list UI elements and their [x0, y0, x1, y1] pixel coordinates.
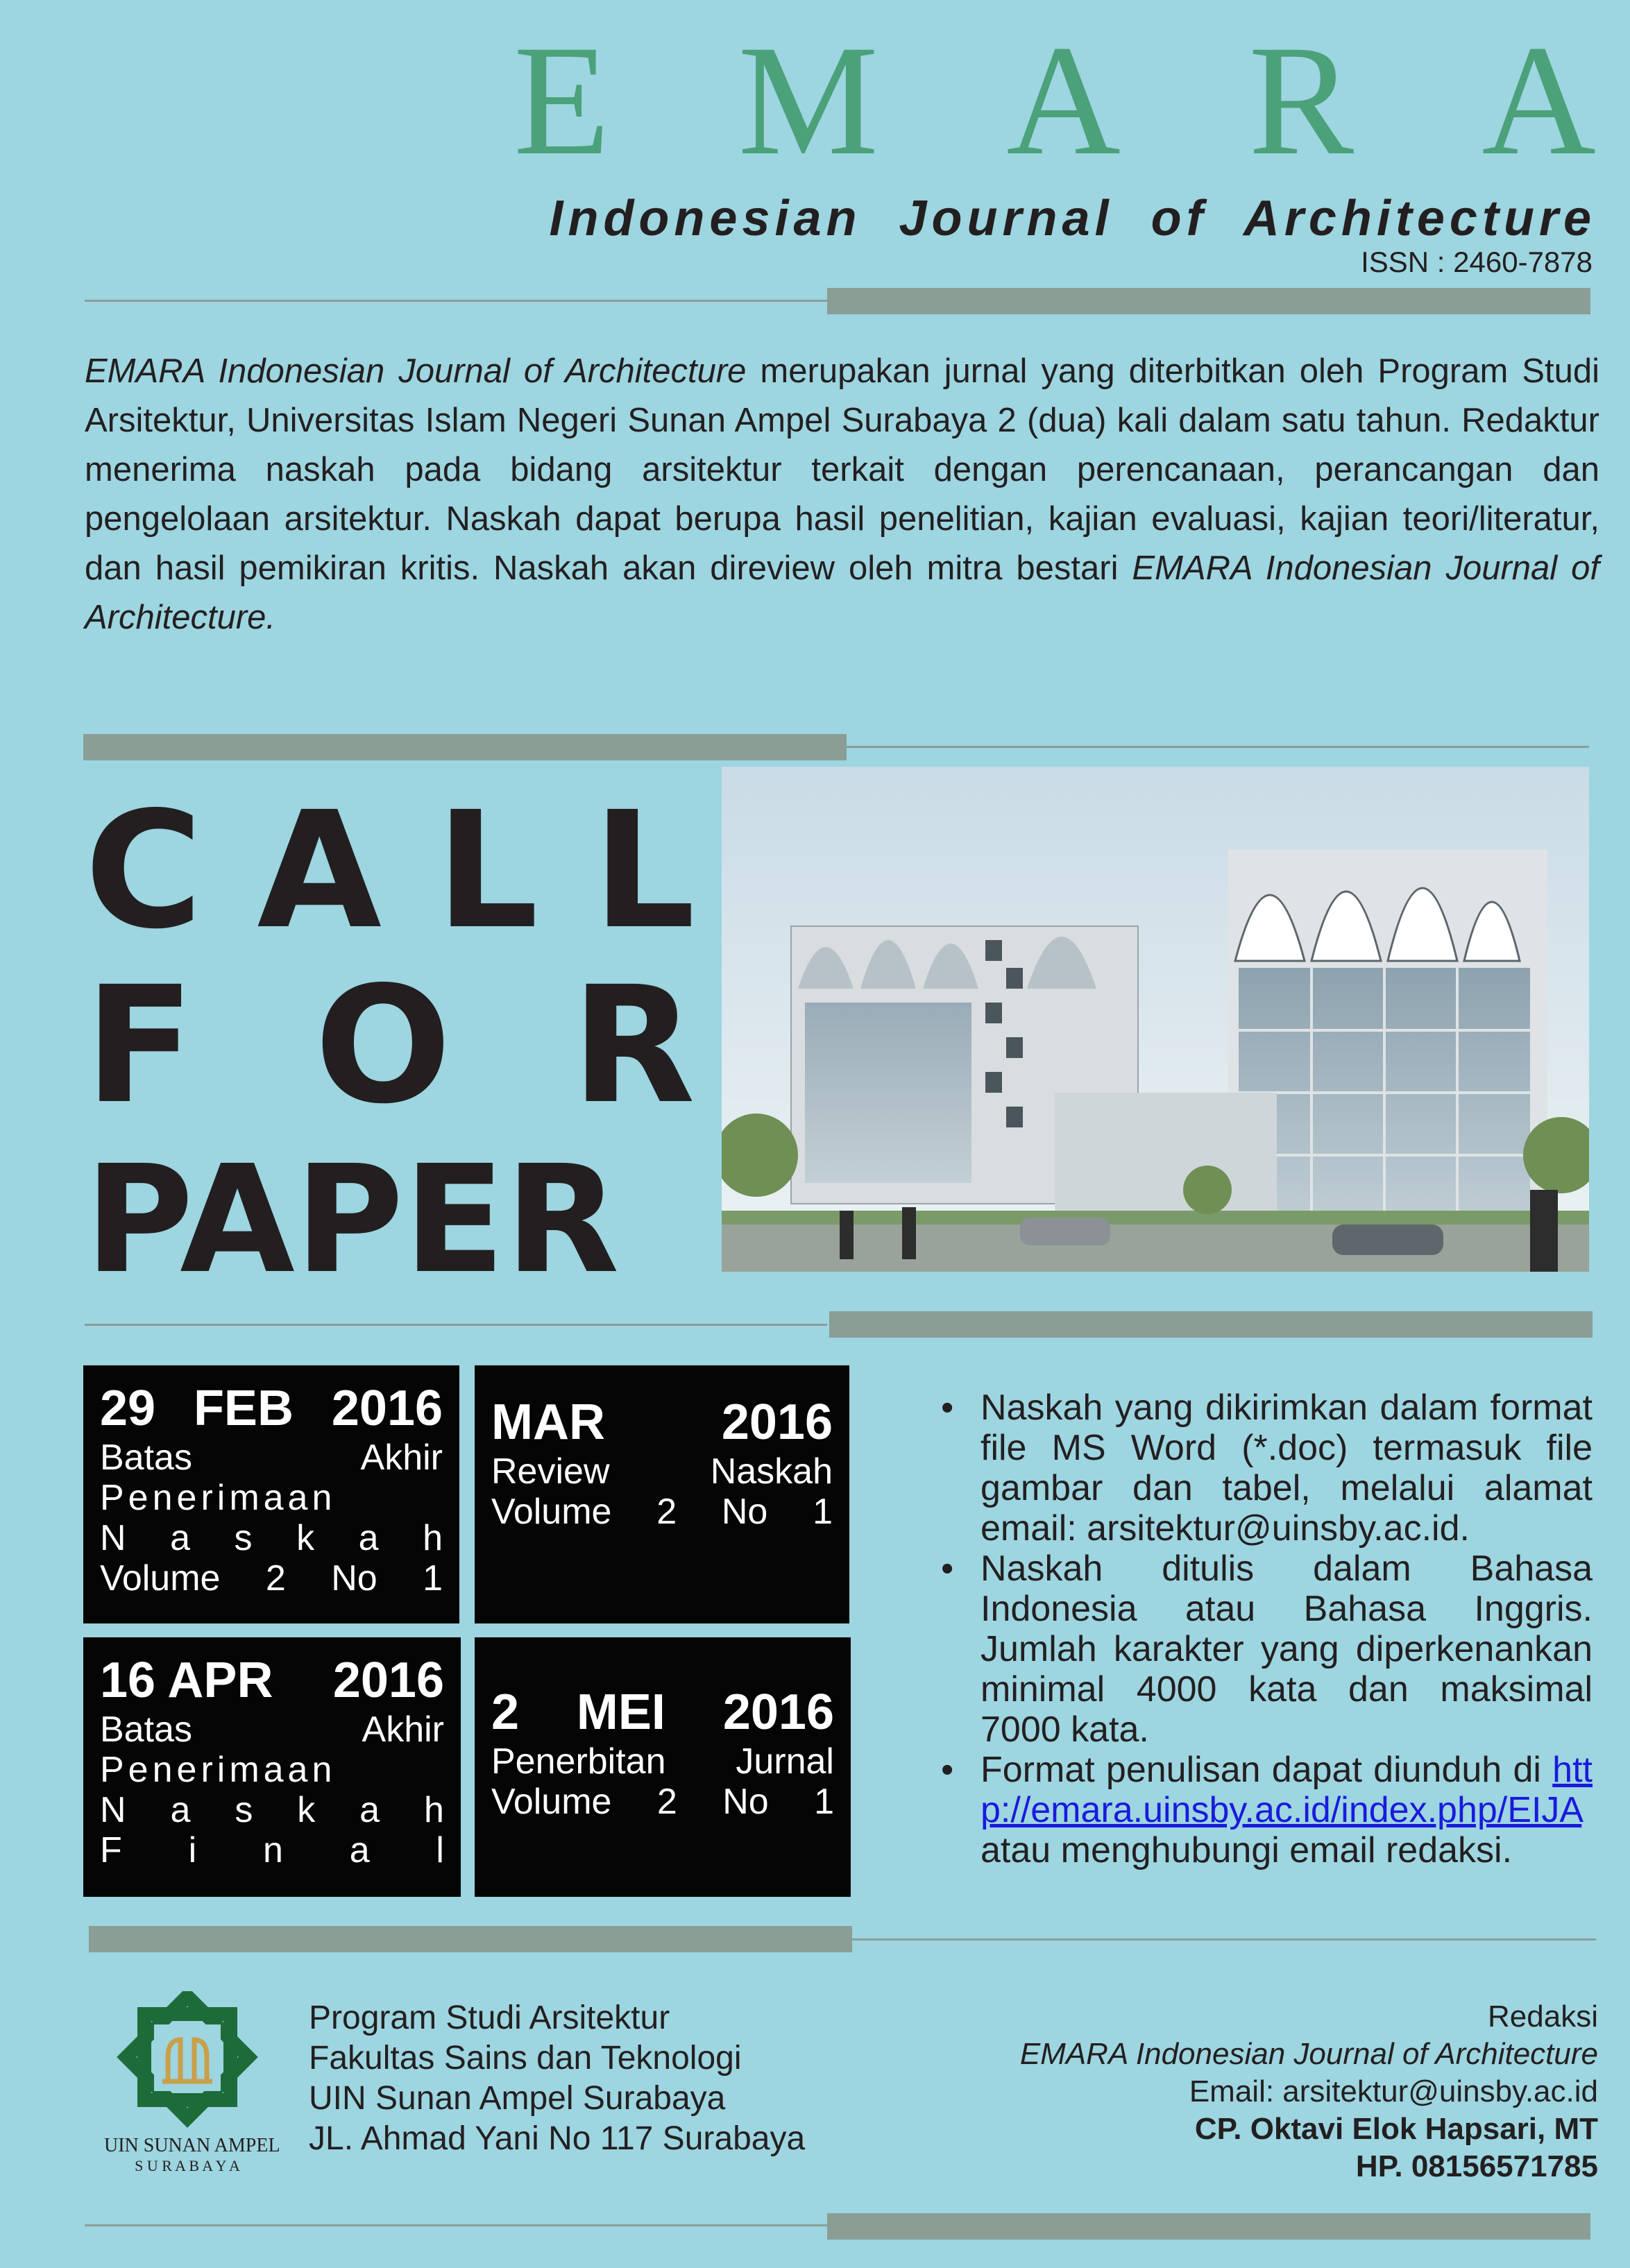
redaksi-phone: HP. 08156571785 [1355, 2149, 1598, 2183]
guideline-text: Format penulisan dapat diunduh di [980, 1750, 1553, 1790]
journal-subtitle: Indonesian Journal of Architecture [549, 191, 1596, 246]
desc-letter: s [235, 1790, 253, 1830]
desc-letter: n [262, 1830, 283, 1870]
divider-bar [89, 1926, 852, 1952]
guideline-item [930, 1750, 1593, 1870]
logo-text-line1: UIN SUNAN AMPEL [104, 2135, 280, 2156]
date-year: 2016 [332, 1653, 444, 1708]
cfp-letter: A [257, 777, 382, 964]
template-link[interactable]: http://emara.uinsby.ac.id/index.php/EIJA [980, 1750, 1593, 1830]
masthead-letter: E [513, 13, 611, 188]
desc-word: 2 [656, 1492, 677, 1532]
masthead-letter: A [1482, 13, 1596, 188]
divider-rule [852, 1938, 1596, 1941]
cfp-letter: C [85, 777, 203, 964]
redaksi-contact-person: CP. Oktavi Elok Hapsari, MT [1194, 2112, 1598, 2146]
desc-word: Volume [491, 1492, 612, 1532]
desc-letter: a [358, 1518, 379, 1558]
cfp-line-paper [85, 1134, 695, 1308]
desc-word: Penerimaan [100, 1478, 337, 1518]
desc-letter: s [234, 1518, 253, 1558]
desc-word: 2 [265, 1558, 286, 1598]
desc-word: 1 [423, 1558, 443, 1598]
timeline-desc [491, 1741, 834, 1822]
desc-word: 1 [814, 1782, 834, 1822]
intro-paragraph [85, 347, 1599, 652]
desc-word: Akhir [360, 1438, 443, 1478]
date-year: 2016 [331, 1381, 443, 1436]
cfp-line-call [85, 777, 695, 964]
desc-word: 2 [656, 1782, 677, 1822]
desc-word: Akhir [362, 1709, 444, 1750]
desc-letter: N [100, 1518, 126, 1558]
divider-bar [83, 734, 847, 760]
journal-name-closing: EMARA Indonesian Journal of Architecture. [85, 549, 1599, 636]
timeline-box-mar [475, 1365, 849, 1623]
desc-word: 1 [813, 1492, 833, 1532]
desc-word: No [721, 1492, 768, 1532]
timeline-date [491, 1683, 834, 1741]
address-line: Fakultas Sains dan Teknologi [309, 2040, 742, 2077]
redaksi-label: Redaksi [1488, 2000, 1598, 2033]
desc-letter: h [423, 1518, 443, 1558]
date-month: FEB [193, 1381, 294, 1436]
address-line: Program Studi Arsitektur [309, 2000, 670, 2036]
divider-bar [829, 1311, 1593, 1338]
uinsa-emblem-icon [104, 1991, 271, 2130]
timeline-box-mei [475, 1637, 851, 1897]
timeline-date [100, 1379, 443, 1438]
date-day: 29 [100, 1381, 156, 1436]
desc-word: No [331, 1558, 377, 1598]
desc-letter: k [297, 1790, 316, 1830]
divider-rule [85, 2224, 827, 2226]
desc-word: Review [491, 1451, 610, 1492]
guideline-item: • Naskah yang dikirimkan dalam format file MS Word (*.doc) termasuk file gambar dan tabel, melalui alamat email: arsitektur@uinsby.ac.id. [930, 1388, 1593, 1549]
cfp-letter: L [593, 777, 695, 964]
timeline-desc [491, 1451, 833, 1532]
guideline-text: atau menghubungi email redaksi. [980, 1830, 1513, 1870]
date-year: 2016 [722, 1685, 834, 1740]
date-year: 2016 [721, 1395, 833, 1450]
desc-letter: k [296, 1518, 315, 1558]
submission-guidelines [930, 1388, 1593, 1870]
timeline-box-apr [83, 1637, 461, 1897]
masthead-title [513, 13, 1596, 188]
desc-letter: N [100, 1790, 126, 1830]
desc-word: Jurnal [736, 1741, 834, 1782]
desc-word: Volume [491, 1782, 612, 1822]
divider-bar [827, 288, 1590, 314]
masthead-letter: A [1006, 13, 1121, 188]
desc-letter: a [170, 1518, 191, 1558]
date-month: MAR [491, 1395, 605, 1450]
address-line: UIN Sunan Ampel Surabaya [309, 2080, 726, 2117]
cfp-letter: R [571, 952, 695, 1139]
call-for-paper-heading [85, 777, 695, 1308]
redaksi-journal: EMARA Indonesian Journal of Architecture [1019, 2037, 1598, 2071]
date-day: 2 [491, 1685, 520, 1740]
issn-label: ISSN : 2460-7878 [1361, 246, 1593, 278]
desc-word: Batas [100, 1709, 192, 1750]
address-line: JL. Ahmad Yani No 117 Surabaya [309, 2120, 806, 2157]
desc-letter: h [424, 1790, 444, 1830]
desc-word: Batas [100, 1438, 192, 1478]
desc-word: No [722, 1782, 769, 1822]
building-render-image [722, 767, 1589, 1272]
divider-rule [847, 746, 1589, 748]
desc-word: Naskah [710, 1451, 833, 1492]
masthead-letter: R [1248, 13, 1355, 188]
cfp-line-for [85, 952, 695, 1139]
masthead-letter: M [738, 13, 879, 188]
desc-letter: a [349, 1830, 370, 1870]
redaksi-email: Email: arsitektur@uinsby.ac.id [1189, 2074, 1598, 2108]
divider-bar [827, 2213, 1590, 2240]
divider-rule [85, 1324, 827, 1326]
date-month: MEI [576, 1685, 665, 1740]
intro-text: merupakan jurnal yang diterbitkan oleh Program Studi Arsitektur, Universitas Islam Negeri Sunan Ampel Surabaya 2 (dua) kali dalam satu tahun. Redaktur menerima naskah pada bidang arsitektur terkait dengan perencanaan, perancangan dan pengelolaan arsitektur. Naskah dapat berupa hasil penelitian, kajian evaluasi, kajian teori/literatur, dan hasil pemikiran kritis. Naskah akan direview oleh mitra bestari [85, 352, 1599, 587]
date-day-month: 16 APR [100, 1653, 273, 1708]
divider-rule [85, 300, 827, 302]
desc-word: Volume [100, 1558, 221, 1598]
journal-name: EMARA Indonesian Journal of Architecture [85, 352, 747, 390]
desc-word: Penerbitan [491, 1741, 666, 1782]
department-address [309, 1998, 864, 2159]
timeline-date [491, 1393, 833, 1451]
timeline-desc [100, 1438, 443, 1598]
timeline-date [100, 1651, 444, 1709]
cfp-letter: L [436, 777, 538, 964]
cfp-word: PAPER [85, 1134, 620, 1306]
guideline-item: • Naskah ditulis dalam Bahasa Indonesia atau Bahasa Inggris. Jumlah karakter yang diperkenankan minimal 4000 kata dan maksimal 7000 kata. [930, 1549, 1593, 1750]
desc-letter: a [170, 1790, 191, 1830]
cfp-letter: O [314, 952, 452, 1139]
logo-text-line2: S U R A B A Y A [135, 2157, 240, 2174]
uinsa-logo [104, 1991, 280, 2174]
desc-letter: a [359, 1790, 380, 1830]
editorial-contact [902, 1998, 1598, 2185]
timeline-box-feb [83, 1365, 459, 1623]
timeline-desc [100, 1709, 444, 1870]
cfp-letter: F [85, 952, 195, 1139]
desc-letter: l [436, 1830, 444, 1870]
desc-word: Penerimaan [100, 1750, 337, 1790]
desc-letter: i [188, 1830, 197, 1870]
desc-letter: F [100, 1830, 122, 1870]
